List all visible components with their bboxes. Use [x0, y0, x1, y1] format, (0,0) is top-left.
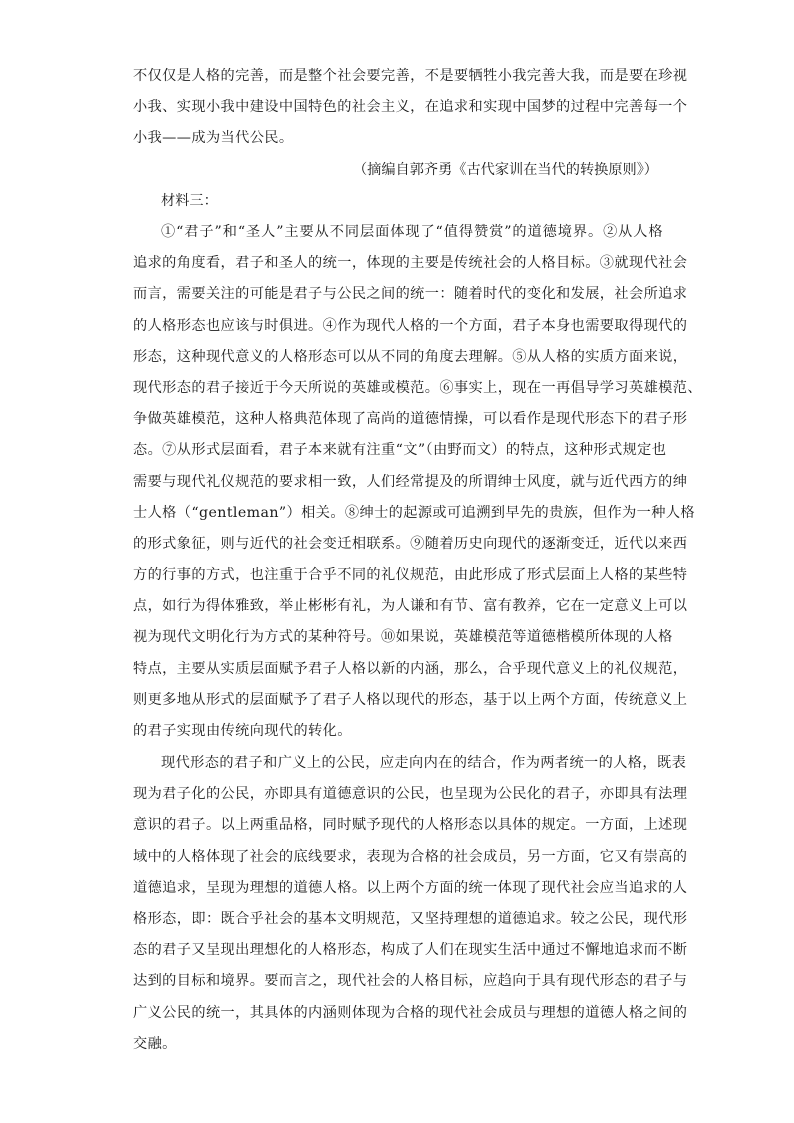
- material-three-paragraph-1: [133, 217, 702, 747]
- source-citation: （摘编自郭齐勇《古代家训在当代的转换原则》）: [352, 162, 658, 178]
- text-line: 方的行事的方式，也注重于合乎不同的礼仪规范，由此形成了形式层面上人格的某些特: [133, 567, 688, 584]
- text-line: 追求的角度看，君子和圣人的统一，体现的主要是传统社会的人格目标。③就现代社会: [133, 255, 688, 272]
- text-line: 的人格形态也应该与时俱进。④作为现代人格的一个方面，君子本身也需要取得现代的: [133, 317, 688, 334]
- text-line: 的君子实现由传统向现代的转化。: [133, 723, 352, 739]
- text-line: 而言，需要关注的可能是君子与公民之间的统一：随着时代的变化和发展，社会所追求: [133, 286, 688, 303]
- text-line: 不仅仅是人格的完善，而是整个社会要完善，不是要牺牲小我完善大我，而是要在珍视: [133, 68, 688, 84]
- material-heading: 材料三：: [161, 193, 218, 209]
- text-line: 小我、实现小我中建设中国特色的社会主义，在追求和实现中国梦的过程中完善每一个: [133, 99, 688, 116]
- text-line: 小我——成为当代公民。: [133, 130, 294, 147]
- text-line: 视为现代文明化行为方式的某种符号。⑩如果说，英雄模范等道德楷模所体现的人格: [133, 629, 673, 646]
- text-line: 广义公民的统一，其具体的内涵则体现为合格的现代社会成员与理想的道德人格之间的: [133, 1004, 688, 1021]
- text-line: 的形式象征，则与近代的社会变迁相联系。⑨随着历史向现代的逐渐变迁，近代以来西: [133, 535, 688, 552]
- text-line: 现为君子化的公民，亦即具有道德意识的公民，也呈现为公民化的君子，亦即具有法理: [133, 786, 688, 803]
- material-three-paragraph-2: [133, 748, 688, 1060]
- text-line: 态。⑦从形式层面看，君子本来就有注重“文”（由野而文）的特点，这种形式规定也: [133, 442, 667, 459]
- text-line: 特点，主要从实质层面赋予君子人格以新的内涵，那么，合乎现代意义上的礼仪规范，: [133, 660, 688, 677]
- text-line: 现代形态的君子接近于今天所说的英雄或模范。⑥事实上，现在一再倡导学习英雄模范、: [133, 379, 702, 396]
- text-line: 格形态，即：既合乎社会的基本文明规范，又坚持理想的道德追求。较之公民，现代形: [133, 910, 688, 927]
- text-line: 道德追求，呈现为理想的道德人格。以上两个方面的统一体现了现代社会应当追求的人: [133, 879, 688, 896]
- text-line: 意识的君子。以上两重品格，同时赋予现代的人格形态以具体的规定。一方面，上述现: [133, 817, 688, 834]
- text-line: 需要与现代礼仪规范的要求相一致，人们经常提及的所谓绅士风度，就与近代西方的绅: [133, 473, 688, 490]
- text-line: 形态，这种现代意义的人格形态可以从不同的角度去理解。⑤从人格的实质方面来说，: [133, 348, 688, 365]
- text-line: 争做英雄模范，这种人格典范体现了高尚的道德情操，可以看作是现代形态下的君子形: [133, 411, 688, 428]
- text-line: 点，如行为得体雅致，举止彬彬有礼，为人谦和有节、富有教养，它在一定意义上可以: [133, 598, 688, 615]
- text-line: 现代形态的君子和广义上的公民，应走向内在的结合，作为两者统一的人格，既表: [161, 755, 687, 771]
- text-line: 士人格（“gentleman”）相关。⑧绅士的起源或可追溯到早先的贵族，但作为一种人格: [133, 504, 696, 521]
- text-line: 态的君子又呈现出理想化的人格形态，构成了人们在现实生活中通过不懈地追求而不断: [133, 942, 688, 959]
- text-line: 则更多地从形式的层面赋予了君子人格以现代的形态，基于以上两个方面，传统意义上: [133, 691, 688, 708]
- text-line: 交融。: [133, 1035, 177, 1052]
- intro-paragraph: [133, 61, 688, 155]
- text-line: 达到的目标和境界。要而言之，现代社会的人格目标，应趋向于具有现代形态的君子与: [133, 973, 688, 990]
- text-line: ①“君子”和“圣人”主要从不同层面体现了“值得赞赏”的道德境界。②从人格: [161, 224, 663, 240]
- text-line: 域中的人格体现了社会的底线要求，表现为合格的社会成员，另一方面，它又有崇高的: [133, 848, 688, 865]
